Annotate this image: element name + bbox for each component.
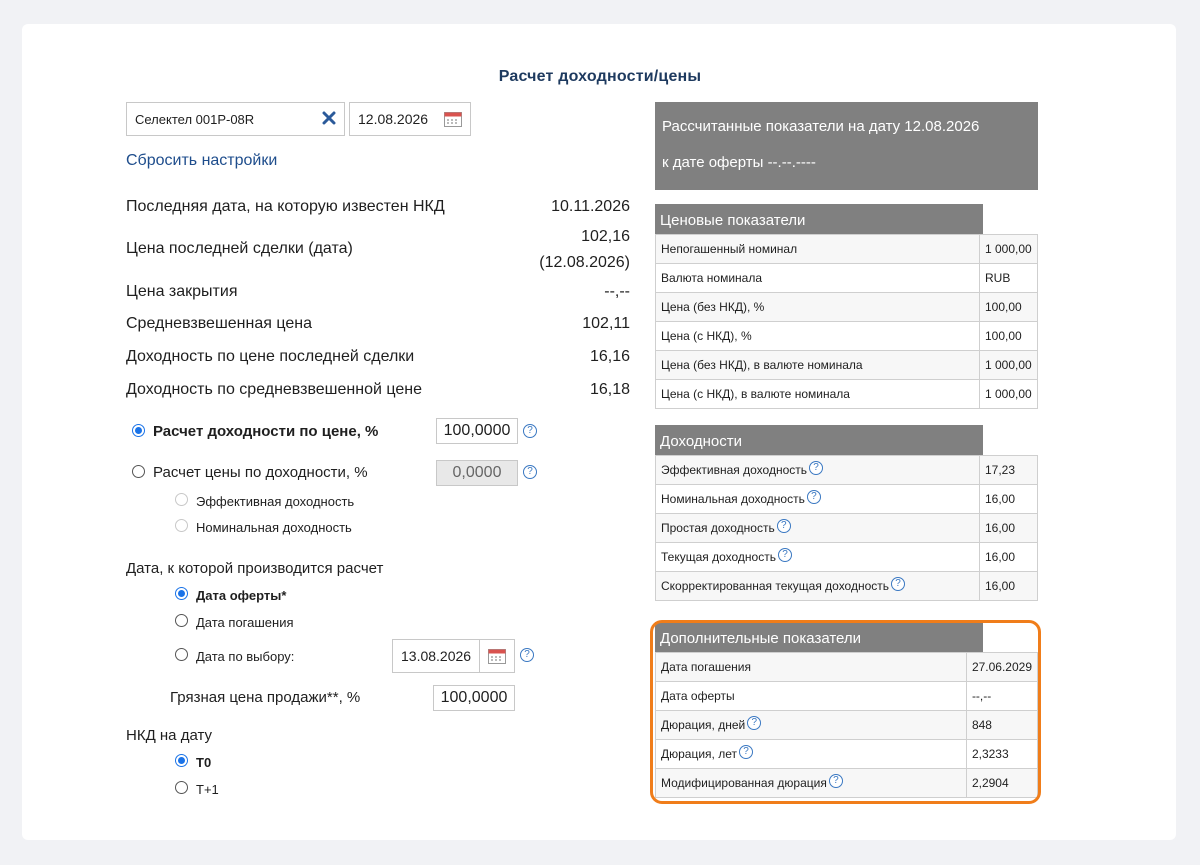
table-row	[656, 456, 1038, 485]
nkd-label: НКД на дату	[126, 727, 212, 744]
maturity-date-label: Дата погашения	[196, 615, 294, 630]
calc-date-label: Дата, к которой производится расчет	[126, 560, 384, 577]
radio-effective-yield[interactable]	[175, 493, 188, 506]
row-label: Дюрация, лет	[661, 746, 737, 761]
table-row	[656, 572, 1038, 601]
row-label: Скорректированная текущая доходность	[661, 578, 890, 593]
radio-t1[interactable]	[175, 781, 188, 794]
bond-search-input[interactable]	[126, 102, 345, 136]
row-label: Цена (без НКД), в валюте номинала	[656, 351, 980, 380]
row-label: Цена (без НКД), %	[656, 293, 980, 322]
row-label: Дата погашения	[661, 660, 751, 674]
row-value: 1 000,00	[980, 235, 1038, 264]
info-label: Доходность по цене последней сделки	[126, 348, 415, 365]
row-label: Простая доходность	[661, 520, 775, 535]
row-label: Дата оферты	[661, 689, 735, 703]
row-label: Цена (с НКД), %	[656, 322, 980, 351]
radio-calc-by-yield[interactable]	[132, 465, 145, 478]
row-value: 16,00	[980, 485, 1038, 514]
table-row	[656, 711, 1038, 740]
calendar-icon[interactable]	[444, 111, 462, 127]
help-icon[interactable]: ?	[829, 774, 843, 788]
row-value: 2,3233	[966, 740, 1037, 769]
radio-offer-date[interactable]	[175, 587, 188, 600]
table-row	[656, 740, 1038, 769]
table-row	[656, 543, 1038, 572]
info-value: 16,16	[589, 348, 630, 365]
row-label: Дюрация, дней	[661, 717, 746, 732]
table-row	[656, 653, 1038, 682]
price-input[interactable]: 100,0000	[436, 418, 518, 444]
t0-label: Т0	[196, 755, 212, 770]
row-value: 1 000,00	[980, 351, 1038, 380]
help-icon[interactable]: ?	[523, 465, 537, 479]
help-icon[interactable]: ?	[739, 745, 753, 759]
row-label: Номинальная доходность	[661, 491, 805, 506]
calendar-icon[interactable]	[488, 648, 506, 664]
row-label: Цена (с НКД), в валюте номинала	[656, 380, 980, 409]
calc-results-date: Рассчитанные показатели на дату 12.08.2026	[662, 118, 980, 135]
row-value: 2,2904	[966, 769, 1037, 798]
table-row	[656, 293, 1038, 322]
offer-date-label: Дата оферты*	[196, 588, 287, 603]
info-label: Цена закрытия	[126, 283, 238, 300]
calc-by-price-label: Расчет доходности по цене, %	[153, 423, 379, 440]
row-label: Непогашенный номинал	[656, 235, 980, 264]
help-icon[interactable]: ?	[777, 519, 791, 533]
radio-custom-date[interactable]	[175, 648, 188, 661]
yield-table	[655, 455, 1038, 601]
t1-label: Т+1	[196, 782, 219, 797]
help-icon[interactable]: ?	[778, 548, 792, 562]
row-value: 27.06.2029	[966, 653, 1037, 682]
yield-section-title: Доходности	[655, 425, 983, 455]
row-value: RUB	[980, 264, 1038, 293]
table-row	[656, 322, 1038, 351]
extra-section-title: Дополнительные показатели	[655, 622, 983, 652]
row-value: 16,00	[980, 514, 1038, 543]
reset-settings-link[interactable]: Сбросить настройки	[126, 152, 278, 169]
dirty-price-input[interactable]: 100,0000	[433, 685, 515, 711]
info-value: 102,16	[581, 228, 630, 245]
help-icon[interactable]: ?	[807, 490, 821, 504]
row-value: 100,00	[980, 322, 1038, 351]
bond-input-value: Селектел 001P-08R	[135, 111, 255, 127]
custom-date-value: 13.08.2026	[401, 648, 472, 664]
yield-input[interactable]: 0,0000	[436, 460, 518, 486]
effective-yield-label: Эффективная доходность	[196, 494, 355, 509]
page-title: Расчет доходности/цены	[498, 68, 702, 85]
info-value-date: (12.08.2026)	[539, 254, 630, 271]
table-row	[656, 485, 1038, 514]
row-value: 16,00	[980, 572, 1038, 601]
info-value: --,--	[604, 283, 630, 300]
nominal-yield-label: Номинальная доходность	[196, 520, 352, 535]
row-value: 1 000,00	[980, 380, 1038, 409]
help-icon[interactable]: ?	[747, 716, 761, 730]
input-divider	[479, 639, 480, 673]
calc-results-header	[655, 102, 1038, 190]
price-section-title: Ценовые показатели	[655, 204, 983, 234]
dirty-price-label: Грязная цена продажи**, %	[170, 689, 361, 706]
row-value: --,--	[966, 682, 1037, 711]
table-row	[656, 769, 1038, 798]
clear-icon[interactable]	[322, 111, 336, 125]
table-row	[656, 514, 1038, 543]
info-label: Последняя дата, на которую известен НКД	[126, 198, 445, 215]
info-value: 102,11	[582, 315, 630, 332]
radio-calc-by-price[interactable]	[132, 424, 145, 437]
extra-table	[655, 652, 1038, 798]
info-label: Цена последней сделки (дата)	[126, 240, 353, 257]
table-row	[656, 380, 1038, 409]
row-label: Эффективная доходность	[661, 462, 808, 477]
radio-maturity-date[interactable]	[175, 614, 188, 627]
calc-by-yield-label: Расчет цены по доходности, %	[153, 464, 368, 481]
row-value: 100,00	[980, 293, 1038, 322]
custom-date-label: Дата по выбору:	[196, 649, 295, 664]
row-label: Валюта номинала	[656, 264, 980, 293]
help-icon[interactable]: ?	[520, 648, 534, 662]
help-icon[interactable]: ?	[891, 577, 905, 591]
row-value: 17,23	[980, 456, 1038, 485]
info-value: 16,18	[589, 381, 630, 398]
info-label: Средневзвешенная цена	[126, 315, 312, 332]
table-row	[656, 264, 1038, 293]
help-icon[interactable]: ?	[523, 424, 537, 438]
row-label: Модифицированная дюрация	[661, 775, 827, 790]
calc-results-offer: к дате оферты --.--.----	[662, 154, 816, 171]
calc-date-value: 12.08.2026	[358, 111, 429, 127]
info-value: 10.11.2026	[551, 198, 630, 215]
radio-nominal-yield[interactable]	[175, 519, 188, 532]
info-label: Доходность по средневзвешенной цене	[126, 381, 422, 398]
table-row	[656, 351, 1038, 380]
table-row	[656, 682, 1038, 711]
price-table	[655, 234, 1038, 409]
help-icon[interactable]: ?	[809, 461, 823, 475]
row-label: Текущая доходность	[661, 549, 776, 564]
table-row	[656, 235, 1038, 264]
row-value: 16,00	[980, 543, 1038, 572]
row-value: 848	[966, 711, 1037, 740]
radio-t0[interactable]	[175, 754, 188, 767]
